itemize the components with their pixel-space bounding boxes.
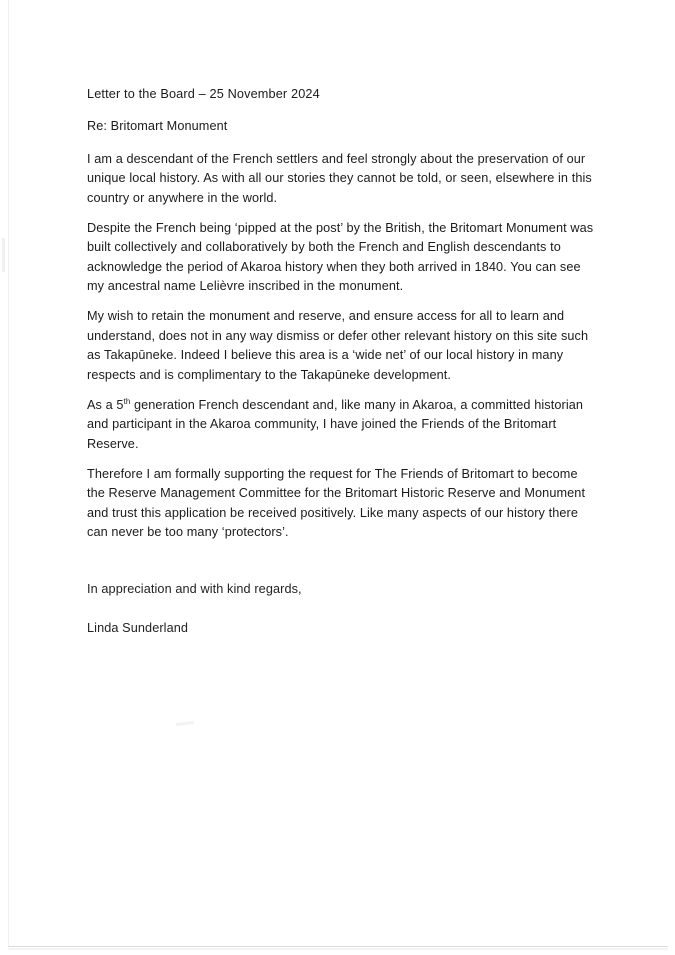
letter-body	[87, 85, 599, 639]
scan-artifact-left	[2, 238, 5, 272]
paragraph-monument-history: Despite the French being ‘pipped at the post’ by the British, the Britomart Monument was built collectively and collaboratively by both the French and English descendants to acknowledge the period of Akaroa history when they both arrived in 1840. You can see my ancestral name Lelièvre inscribed in the monument.	[87, 220, 594, 293]
paragraph-supporting-request: Therefore I am formally supporting the request for The Friends of Britomart to become the Reserve Management Committee for the Britomart Historic Reserve and Monument and trust this application be received positively. Like many aspects of our history there can never be too many ‘protectors’.	[87, 466, 586, 539]
paragraph-descendant-french-settlers: I am a descendant of the French settlers and feel strongly about the preservation of our unique local history. As with all our stories they cannot be told, or seen, elsewhere in this country or anywhere in the world.	[87, 151, 592, 205]
letter-header-line: Letter to the Board – 25 November 2024	[87, 87, 320, 101]
paragraph-fifth-generation	[87, 396, 599, 455]
scan-artifact-center	[176, 721, 194, 726]
ordinal-suffix-superscript: th	[123, 396, 131, 406]
paragraph-retain-monument-reserve: My wish to retain the monument and reserve, and ensure access for all to learn and understand, does not in any way dismiss or defer other relevant history on this site such as Takapūneke. Indeed I believe this area is a ‘wide net’ of our local history in many respects and is complimentary to the Takapūneke development.	[87, 309, 589, 382]
page-edge-line-bottom	[8, 946, 668, 947]
signature-name: Linda Sunderland	[87, 621, 189, 635]
closing-salutation: In appreciation and with kind regards,	[87, 581, 302, 596]
generation-text-after: generation French descendant and, like many in Akaroa, a committed historian and participant in the Akaroa community, I have joined the Friends of the Britomart Reserve.	[87, 397, 584, 451]
letter-subject-line: Re: Britomart Monument	[87, 119, 228, 133]
page-edge-line-left	[8, 0, 9, 947]
letter-closing-block	[87, 580, 599, 639]
page-edge-shadow-bottom	[8, 948, 668, 950]
generation-text-before: As a 5	[87, 397, 124, 412]
